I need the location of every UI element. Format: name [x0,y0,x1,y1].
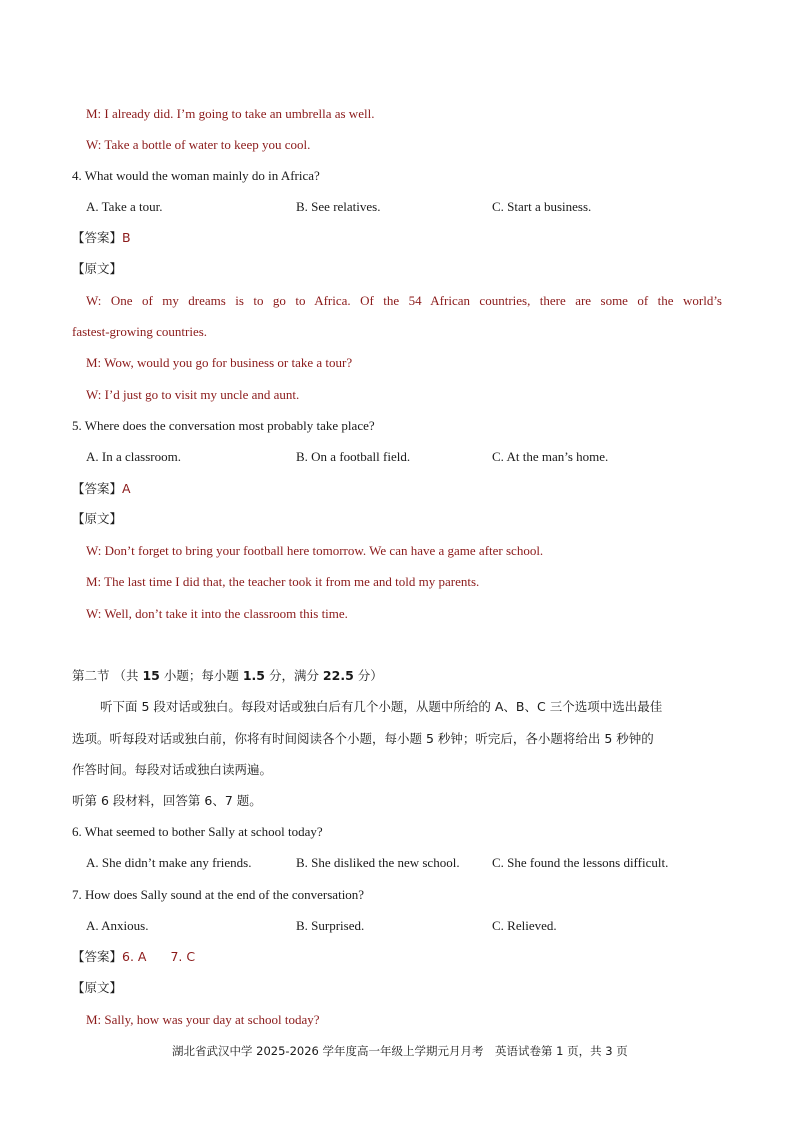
option-5b: B. On a football field. [296,449,411,464]
question-5: 5. Where does the conversation most probably take place? [72,418,375,433]
answer-6-7 [72,949,195,965]
answer-value: A [122,481,131,496]
section-heading-text: 分） [353,668,383,683]
option-4b: B. See relatives. [296,199,381,214]
section-heading-text: 分，满分 [264,668,323,683]
transcript-line: W: Take a bottle of water to keep you cool. [86,137,311,152]
option-7c: C. Relieved. [492,918,557,933]
option-6c: C. She found the lessons difficult. [492,855,669,870]
option-5a: A. In a classroom. [86,449,181,464]
option-6b: B. She disliked the new school. [296,855,460,870]
section-heading-text: 小题；每小题 [159,668,243,683]
transcript-line: M: The last time I did that, the teacher took it from me and told my parents. [86,574,480,589]
answer-value: 7. C [170,949,196,964]
question-7: 7. How does Sally sound at the end of the conversation? [72,887,365,902]
instructions-line: 听下面 5 段对话或独白。每段对话或独白后有几个小题，从题中所给的 A、B、C 三个选项中选出最佳 [100,699,663,714]
original-text-label: 【原文】 [72,511,123,526]
answer-4 [72,230,131,246]
question-count: 15 [142,668,160,683]
section-heading [72,668,383,684]
option-4a: A. Take a tour. [86,199,163,214]
answer-5 [72,481,131,497]
page-footer: 湖北省武汉中学 2025-2026 学年度高一年级上学期元月月考 英语试卷第 1 页，共 3 页 [172,1044,628,1058]
option-6a: A. She didn’t make any friends. [86,855,252,870]
question-4: 4. What would the woman mainly do in Africa? [72,168,320,183]
material-heading: 听第 6 段材料，回答第 6、7 题。 [72,793,262,808]
transcript-line: W: Well, don’t take it into the classroom this time. [86,606,348,621]
instructions-line: 作答时间。每段对话或独白读两遍。 [72,762,273,777]
option-4c: C. Start a business. [492,199,592,214]
answer-value: B [122,230,131,245]
total-points: 22.5 [322,668,354,683]
answer-label: 【答案】 [72,949,123,964]
option-7b: B. Surprised. [296,918,365,933]
transcript-line: M: I already did. I’m going to take an umbrella as well. [86,106,375,121]
transcript-line: W: Don’t forget to bring your football here tomorrow. We can have a game after school. [86,543,544,558]
original-text-label: 【原文】 [72,980,123,995]
original-text-label: 【原文】 [72,261,123,276]
transcript-line: fastest-growing countries. [72,324,208,339]
transcript-line: W: One of my dreams is to go to Africa. Of the 54 African countries, there are some of the world’s [86,293,722,308]
transcript-line: M: Wow, would you go for business or take a tour? [86,355,353,370]
option-7a: A. Anxious. [86,918,149,933]
answer-value: 6. A [122,949,147,964]
section-heading-text: 第二节 （共 [72,668,143,683]
answer-label: 【答案】 [72,230,123,245]
option-5c: C. At the man’s home. [492,449,609,464]
transcript-line: W: I’d just go to visit my uncle and aunt. [86,387,300,402]
question-6: 6. What seemed to bother Sally at school today? [72,824,323,839]
answer-label: 【答案】 [72,481,123,496]
points-each: 1.5 [242,668,265,683]
transcript-line: M: Sally, how was your day at school today? [86,1012,320,1027]
instructions-line: 选项。听每段对话或独白前，你将有时间阅读各个小题，每小题 5 秒钟；听完后，各小题将给出 5 秒钟的 [72,731,654,746]
